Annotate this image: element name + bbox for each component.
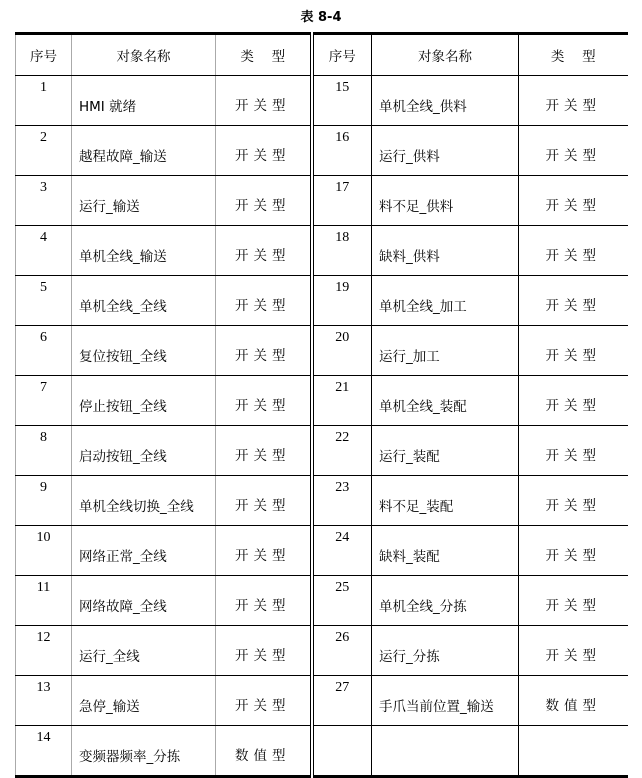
object-number: 8 [16, 426, 72, 476]
object-name: 缺料_装配 [372, 526, 519, 576]
object-number: 27 [312, 676, 372, 726]
object-name: 启动按钮_全线 [72, 426, 216, 476]
object-type: 开关型 [216, 476, 312, 526]
object-type: 开关型 [216, 326, 312, 376]
object-name: 网络故障_全线 [72, 576, 216, 626]
table-title: 表 8-4 [300, 10, 342, 25]
object-name: 单机全线_加工 [372, 276, 519, 326]
object-name: 单机全线_分拣 [372, 576, 519, 626]
header-num: 序号 [16, 34, 72, 76]
table-row [16, 576, 628, 626]
table-row [16, 426, 628, 476]
object-name: 单机全线_输送 [72, 226, 216, 276]
object-name: 手爪当前位置_输送 [372, 676, 519, 726]
object-type: 开关型 [216, 426, 312, 476]
header-num: 序号 [312, 34, 372, 76]
table-row [16, 276, 628, 326]
table-row [16, 526, 628, 576]
object-number: 22 [312, 426, 372, 476]
object-type: 开关型 [519, 426, 628, 476]
header-name: 对象名称 [72, 34, 216, 76]
object-type: 开关型 [519, 576, 628, 626]
object-number: 5 [16, 276, 72, 326]
object-number: 6 [16, 326, 72, 376]
object-type: 开关型 [519, 476, 628, 526]
object-number: 1 [16, 76, 72, 126]
object-type: 开关型 [519, 376, 628, 426]
object-type: 开关型 [216, 526, 312, 576]
object-name: 单机全线_供料 [372, 76, 519, 126]
table-header [16, 34, 628, 76]
object-type: 开关型 [216, 76, 312, 126]
object-type: 开关型 [519, 626, 628, 676]
object-number: 24 [312, 526, 372, 576]
object-number: 12 [16, 626, 72, 676]
object-type: 开关型 [519, 126, 628, 176]
object-type: 数值型 [519, 676, 628, 726]
object-number: 19 [312, 276, 372, 326]
object-name: 急停_输送 [72, 676, 216, 726]
object-type: 数值型 [216, 726, 312, 777]
object-type: 开关型 [216, 226, 312, 276]
object-type: 开关型 [519, 326, 628, 376]
object-type: 开关型 [216, 126, 312, 176]
object-name: 变频器频率_分拣 [72, 726, 216, 777]
table-row [16, 76, 628, 126]
object-name [372, 726, 519, 777]
object-type [519, 726, 628, 777]
object-table [15, 32, 628, 778]
object-name: HMI 就绪 [72, 76, 216, 126]
object-number: 17 [312, 176, 372, 226]
table-row [16, 726, 628, 777]
header-name: 对象名称 [372, 34, 519, 76]
object-number: 11 [16, 576, 72, 626]
table-row [16, 376, 628, 426]
object-number: 14 [16, 726, 72, 777]
object-name: 运行_输送 [72, 176, 216, 226]
table-row [16, 176, 628, 226]
object-number [312, 726, 372, 777]
object-number: 7 [16, 376, 72, 426]
table-row [16, 226, 628, 276]
object-type: 开关型 [216, 376, 312, 426]
object-name: 运行_加工 [372, 326, 519, 376]
object-name: 料不足_装配 [372, 476, 519, 526]
object-number: 21 [312, 376, 372, 426]
object-number: 16 [312, 126, 372, 176]
object-name: 越程故障_输送 [72, 126, 216, 176]
object-number: 18 [312, 226, 372, 276]
object-name: 网络正常_全线 [72, 526, 216, 576]
object-name: 单机全线切换_全线 [72, 476, 216, 526]
object-type: 开关型 [519, 226, 628, 276]
object-number: 23 [312, 476, 372, 526]
object-number: 13 [16, 676, 72, 726]
object-number: 10 [16, 526, 72, 576]
table-row [16, 126, 628, 176]
table-row [16, 326, 628, 376]
object-type: 开关型 [519, 176, 628, 226]
object-name: 料不足_供料 [372, 176, 519, 226]
object-name: 复位按钮_全线 [72, 326, 216, 376]
object-name: 单机全线_装配 [372, 376, 519, 426]
object-type: 开关型 [216, 676, 312, 726]
object-type: 开关型 [216, 276, 312, 326]
object-type: 开关型 [216, 576, 312, 626]
header-type: 类 型 [216, 34, 312, 76]
object-name: 运行_分拣 [372, 626, 519, 676]
object-name: 停止按钮_全线 [72, 376, 216, 426]
object-number: 2 [16, 126, 72, 176]
table-row [16, 626, 628, 676]
object-number: 26 [312, 626, 372, 676]
object-name: 单机全线_全线 [72, 276, 216, 326]
object-number: 3 [16, 176, 72, 226]
object-name: 运行_供料 [372, 126, 519, 176]
header-type: 类 型 [519, 34, 628, 76]
object-number: 20 [312, 326, 372, 376]
object-name: 运行_装配 [372, 426, 519, 476]
object-name: 缺料_供料 [372, 226, 519, 276]
object-type: 开关型 [216, 176, 312, 226]
object-type: 开关型 [519, 76, 628, 126]
object-type: 开关型 [519, 276, 628, 326]
object-number: 4 [16, 226, 72, 276]
table-row [16, 476, 628, 526]
object-number: 9 [16, 476, 72, 526]
table-row [16, 676, 628, 726]
object-type: 开关型 [519, 526, 628, 576]
object-number: 15 [312, 76, 372, 126]
object-name: 运行_全线 [72, 626, 216, 676]
object-number: 25 [312, 576, 372, 626]
object-type: 开关型 [216, 626, 312, 676]
